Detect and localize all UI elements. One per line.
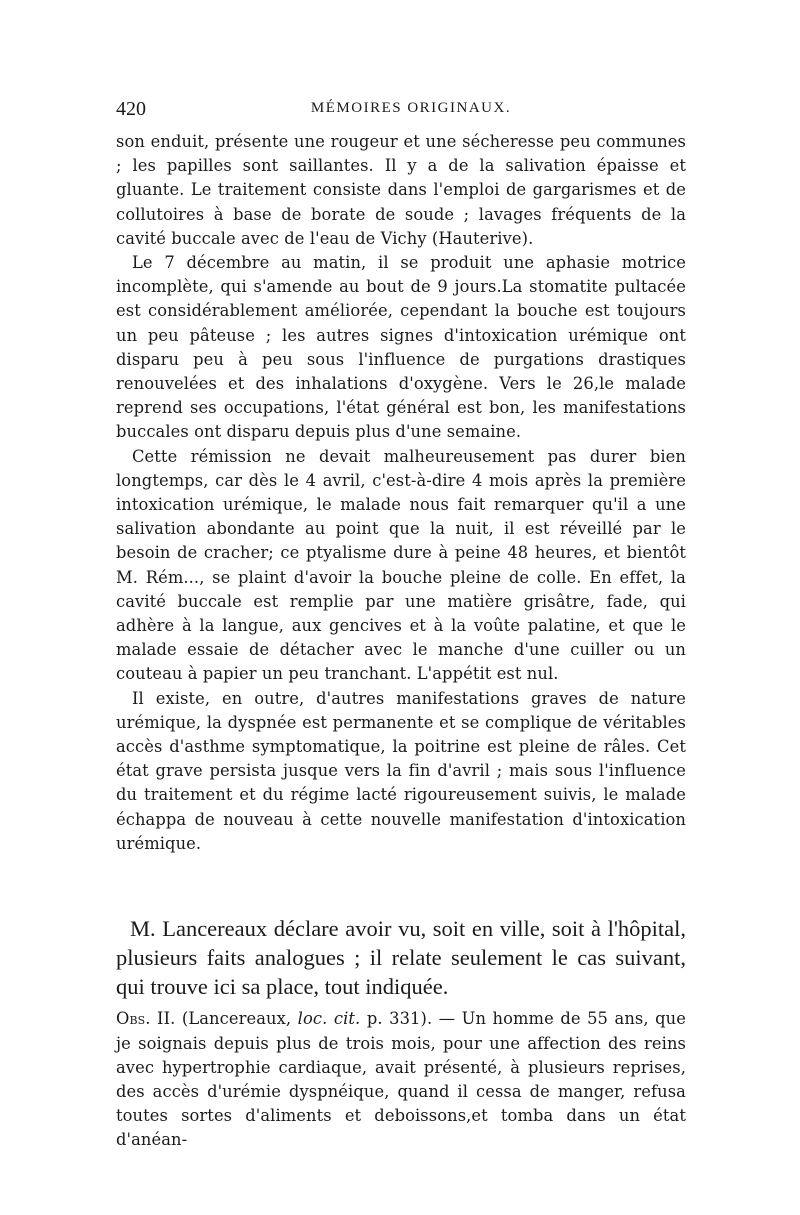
citation-reference: loc. cit. — [297, 1009, 361, 1029]
lancereaux-statement: M. Lancereaux déclare avoir vu, soit en ville, soit à l'hôpital, plusieurs faits analogues ; il relate seulement le cas suivant, qui trouve ici sa place, tout indiquée. — [116, 915, 686, 999]
citation-page: p. 331). — — [360, 1009, 462, 1029]
observation-text — [116, 130, 686, 856]
running-title: MÉMOIRES ORIGINAUX. — [310, 100, 512, 116]
running-head — [116, 98, 686, 124]
paragraph-remission: Cette rémission ne devait malheureusement pas durer bien longtemps, car dès le 4 avril, c'est-à-dire 4 mois après la première intoxication urémique, le malade nous fait remarquer qu'il a une salivation abondante au point que la nuit, il est réveillé par le besoin de cracher; ce ptyalisme dure à peine 48 heures, et bientôt M. Rém..., se plaint d'avoir la bouche pleine de colle. En effet, la cavité buccale est remplie par une matière grisâtre, fade, qui adhère à la langue, aux gencives et à la voûte palatine, et que le malade essaie de détacher avec le manche d'une cuiller ou un couteau à papier un peu tranchant. L'appétit est nul. — [116, 446, 686, 684]
paragraph-continuation: son enduit, présente une rougeur et une sécheresse peu communes ; les papilles sont saillantes. Il y a de la salivation épaisse et gluante. Le traitement consiste dans l'emploi de gargarismes et de collutoires à base de borate de soude ; lavages fréquents de la cavité buccale avec de l'eau de Vichy (Hauterive). — [116, 132, 686, 248]
observation-label: Obs. II. — [116, 1009, 176, 1029]
observation-two-text: Un homme de 55 ans, que je soignais depuis plus de trois mois, pour une affection des reins avec hypertrophie cardiaque, avait présenté, à plusieurs reprises, des accès d'urémie dyspnéique, quand il cessa de manger, refusa toutes sortes d'aliments et deboissons,et tomba dans un état d'anéan- — [116, 1009, 686, 1150]
observation-two — [116, 1007, 686, 1152]
paragraph-december: Le 7 décembre au matin, il se produit une aphasie motrice incomplète, qui s'amende au bout de 9 jours.La stomatite pultacée est considérablement améliorée, cependant la bouche est toujours un peu pâteuse ; les autres signes d'intoxication urémique ont disparu peu à peu sous l'influence de purgations drastiques renouvelées et des inhalations d'oxygène. Vers le 26,le malade reprend ses occupations, l'état général est bon, les manifestations buccales ont disparu depuis plus d'une semaine. — [116, 253, 686, 442]
citation-open: (Lancereaux, — [175, 1009, 298, 1029]
paragraph-other-manifestations: Il existe, en outre, d'autres manifestations graves de nature urémique, la dyspnée est permanente et se complique de véritables accès d'asthme symptomatique, la poitrine est pleine de râles. Cet état grave persista jusque vers la fin d'avril ; mais sous l'influence du traitement et du régime lacté rigoureusement suivis, le malade échappa de nouveau à cette nouvelle manifestation d'intoxication urémique. — [116, 688, 686, 853]
page-number: 420 — [116, 98, 146, 120]
